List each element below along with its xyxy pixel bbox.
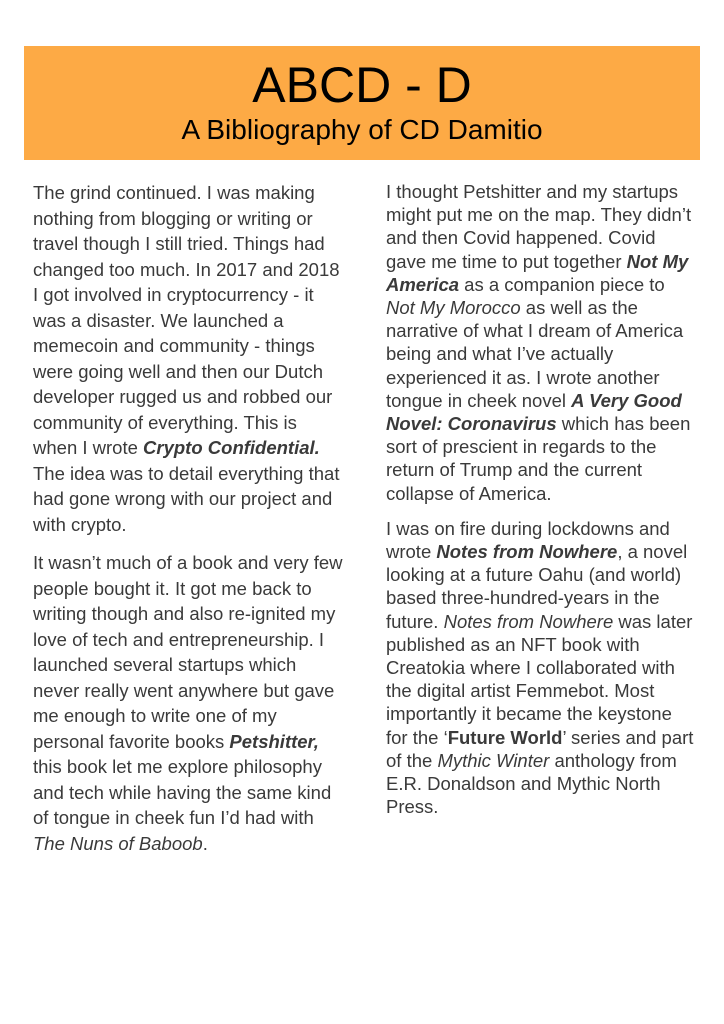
text-run: as a companion piece to — [459, 273, 665, 295]
text-run: I thought Petshitter and my startups might put me on the map. They didn’t and then Covid happened. Covid gave me time to put together — [386, 181, 692, 272]
text-run: this book let me explore philosophy and tech while having the same kind of tongue in cheek fun I’d had with — [33, 756, 332, 828]
left-column — [33, 180, 343, 869]
book-title-a-very-good-novel: A Very Good Novel: Coronavirus — [386, 389, 682, 435]
left-paragraph-2 — [33, 550, 343, 856]
book-title-notes-from-nowhere: Notes from Nowhere — [436, 541, 618, 563]
text-run: anthology from E.R. Donaldson and Mythic North Press. — [386, 749, 677, 818]
right-paragraph-2 — [386, 517, 698, 819]
book-title-nuns-of-baboob: The Nuns of Baboob — [33, 832, 203, 854]
right-column — [386, 180, 698, 830]
anthology-title-mythic-winter: Mythic Winter — [437, 749, 550, 771]
text-run: which has been sort of prescient in regards to the return of Trump and the current collapse of America. — [386, 413, 691, 504]
text-run: It wasn’t much of a book and very few people bought it. It got me back to writing though and also re-ignited my love of tech and entrepreneurship. I launched several startups which never really went anywhere but gave me enough to write one of my personal favorite books — [33, 552, 343, 752]
left-paragraph-1 — [33, 180, 343, 537]
page-subtitle: A Bibliography of CD Damitio — [181, 114, 543, 145]
text-run: The grind continued. I was making nothing from blogging or writing or travel though I still tried. Things had changed too much. In 2017 and 2018 I got involved in cryptocurrency - it was a disaster. We launched a memecoin and community - things were going well and then our Dutch developer rugged us and robbed our community of everything. This is when I wrote — [33, 182, 340, 458]
book-title-notes-from-nowhere-italic: Notes from Nowhere — [443, 610, 614, 632]
text-run: as well as the narrative of what I dream of America being and what I’ve actually experienced it as. I wrote another tongue in cheek novel — [386, 297, 684, 411]
text-run: The idea was to detail everything that had gone wrong with our project and with crypto. — [33, 462, 340, 535]
series-title-future-world: Future World — [447, 726, 563, 748]
right-paragraph-1 — [386, 180, 698, 505]
text-run: . — [202, 832, 208, 854]
text-run: I was on fire during lockdowns and wrote — [386, 517, 670, 563]
title-banner — [24, 46, 700, 160]
page-title: ABCD - D — [252, 57, 472, 113]
book-title-not-my-america: Not My America — [386, 250, 689, 295]
text-run: was later published as an NFT book with Creatokia where I collaborated with the digital artist Femmebot. Most importantly it became the keystone for the ‘ — [386, 610, 693, 748]
text-run: , a novel looking at a future Oahu (and world) based three-hundred-years in the future. — [386, 541, 688, 632]
book-title-crypto-confidential: Crypto Confidential. — [143, 437, 320, 458]
book-title-petshitter: Petshitter, — [229, 730, 319, 752]
text-run: ’ series and part of the — [386, 726, 694, 771]
book-title-not-my-morocco: Not My Morocco — [386, 297, 521, 319]
